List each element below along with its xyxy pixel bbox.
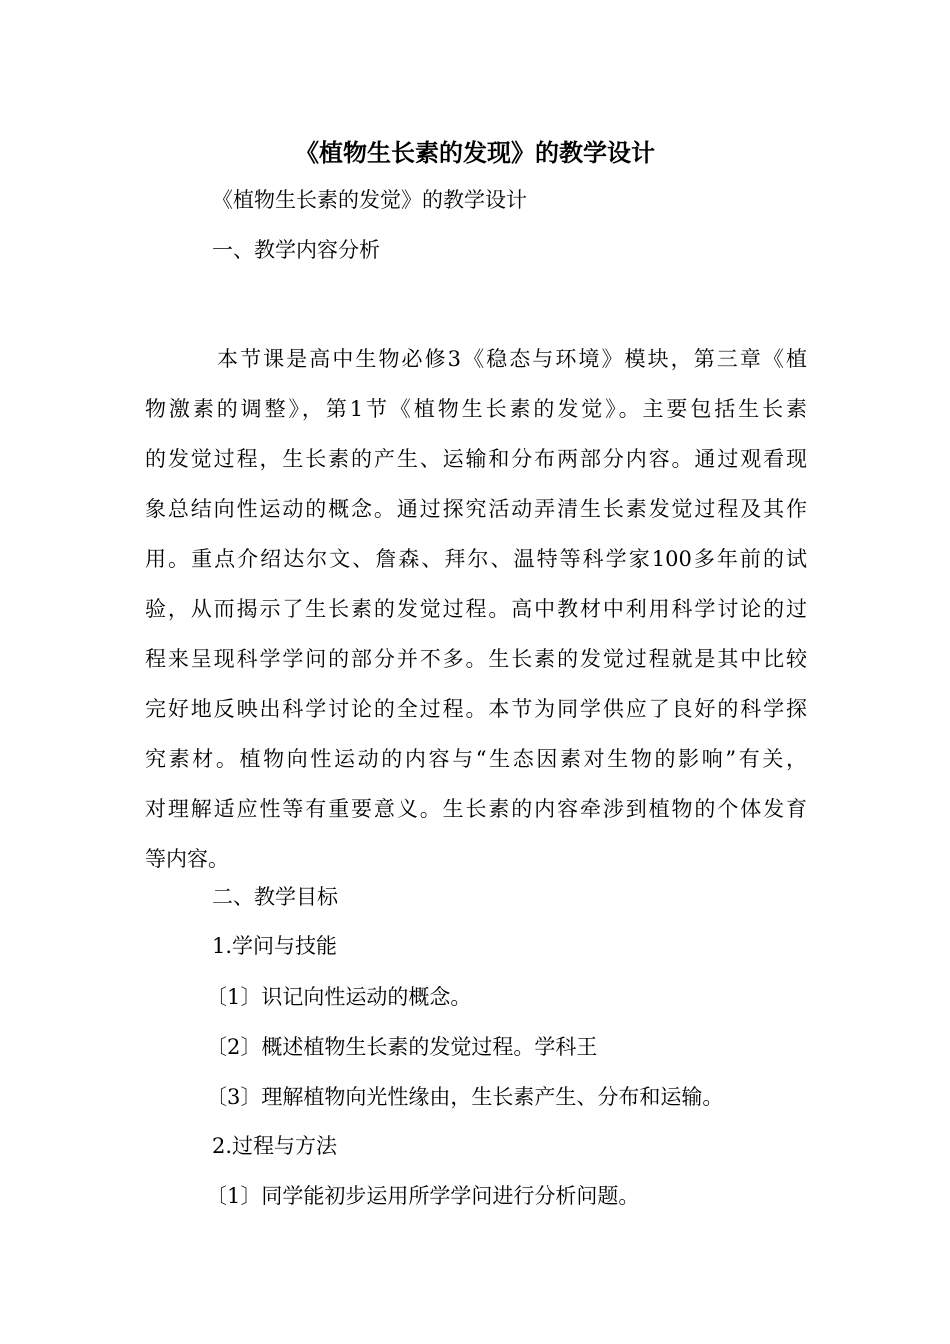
document-title: 《植物生长素的发现》的教学设计: [295, 138, 655, 167]
paragraph-line: 验，从而揭示了生长素的发觉过程。高中教材中利用科学讨论的过: [145, 597, 807, 621]
goal-item: 〔3〕理解植物向光性缘由，生长素产生、分布和运输。: [206, 1085, 724, 1109]
paragraph-line: 究素材。植物向性运动的内容与“生态因素对生物的影响”有关，: [145, 747, 807, 771]
goal-item: 〔1〕识记向性运动的概念。: [206, 985, 472, 1009]
paragraph-line: 程来呈现科学学问的部分并不多。生长素的发觉过程就是其中比较: [145, 647, 807, 671]
paragraph-line: 象总结向性运动的概念。通过探究活动弄清生长素发觉过程及其作: [145, 497, 807, 521]
paragraph-line: 等内容。: [145, 847, 229, 871]
section-heading-teaching-goals: 二、教学目标: [212, 885, 338, 909]
paragraph-line: 用。重点介绍达尔文、詹森、拜尔、温特等科学家100多年前的试: [145, 547, 807, 571]
paragraph-line: 的发觉过程，生长素的产生、运输和分布两部分内容。通过观看现: [145, 447, 807, 471]
goal-heading-process-methods: 2.过程与方法: [212, 1134, 338, 1158]
document-subtitle: 《植物生长素的发觉》的教学设计: [212, 188, 527, 212]
paragraph-line: 对理解适应性等有重要意义。生长素的内容牵涉到植物的个体发育: [145, 797, 807, 821]
goal-heading-knowledge-skills: 1.学问与技能: [212, 934, 338, 958]
section-heading-content-analysis: 一、教学内容分析: [212, 238, 380, 262]
paragraph-line: 完好地反映出科学讨论的全过程。本节为同学供应了良好的科学探: [145, 697, 807, 721]
goal-item: 〔2〕概述植物生长素的发觉过程。学科王: [206, 1035, 598, 1059]
content-analysis-paragraph: [145, 334, 807, 884]
goal-item: 〔1〕同学能初步运用所学学问进行分析问题。: [206, 1184, 640, 1208]
paragraph-line: 本节课是高中生物必修3《稳态与环境》模块，第三章《植: [217, 347, 807, 371]
paragraph-line: 物激素的调整》，第1节《植物生长素的发觉》。主要包括生长素: [145, 397, 807, 421]
